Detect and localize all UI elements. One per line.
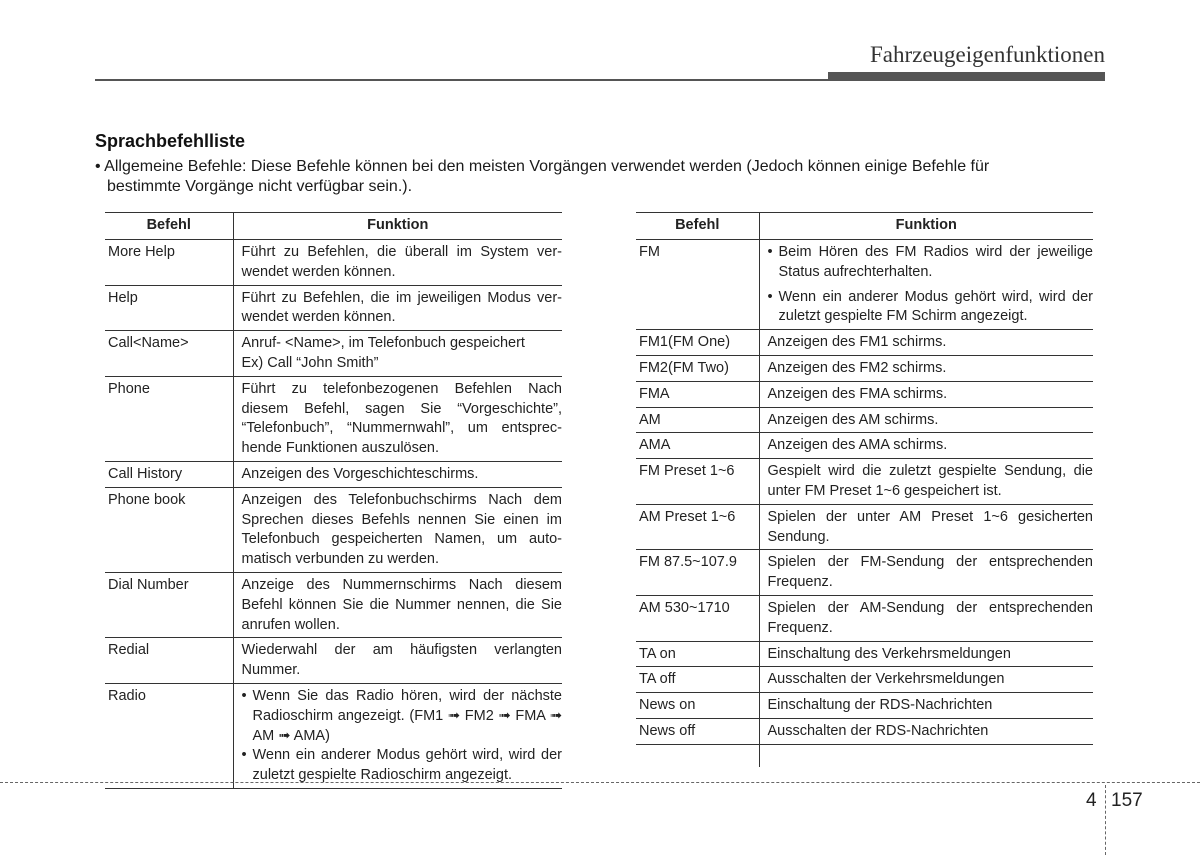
table-header-row [105, 213, 562, 240]
intro-line-2: bestimmte Vorgänge nicht verfügbar sein.). [107, 178, 413, 195]
command-cell: TA off [636, 667, 759, 693]
command-cell: News on [636, 693, 759, 719]
page-header-title: Fahrzeugeigenfunktionen [869, 42, 1105, 67]
column-header-function: Funktion [759, 213, 1093, 240]
command-cell: AM 530~1710 [636, 595, 759, 641]
command-cell: Redial [105, 638, 233, 684]
function-cell: Spielen der FM-Sendung der entsprechenden Frequenz. [759, 550, 1093, 596]
table-row [105, 683, 562, 788]
function-cell [233, 683, 562, 788]
function-line: Ex) Call “John Smith” [241, 354, 379, 371]
function-cell: Anzeigen des AMA schirms. [759, 433, 1093, 459]
command-table-right [636, 212, 1093, 767]
function-cell: Führt zu telefonbezogenen Befehlen Nach diesem Befehl, sagen Sie “Vorgeschichte”, “Telefonbuch”, “Nummernwahl”, um entsprec-hende Funktionen auszulösen. [233, 376, 562, 461]
command-cell: Call<Name> [105, 331, 233, 377]
table-row [636, 240, 1093, 330]
table-row [636, 330, 1093, 356]
table-row [636, 693, 1093, 719]
command-cell: More Help [105, 240, 233, 286]
function-cell: Wiederwahl der am häufigsten verlangten Nummer. [233, 638, 562, 684]
command-cell: TA on [636, 641, 759, 667]
command-cell: FM 87.5~107.9 [636, 550, 759, 596]
table-row [105, 240, 562, 286]
bullet-dot: • [241, 747, 247, 764]
chapter-number: 4 [1086, 790, 1097, 811]
column-header-function: Funktion [233, 213, 562, 240]
table-row [105, 638, 562, 684]
table-row [636, 433, 1093, 459]
command-cell: FM2(FM Two) [636, 355, 759, 381]
function-cell: Spielen der AM-Sendung der entsprechenden Frequenz. [759, 595, 1093, 641]
command-cell: FM1(FM One) [636, 330, 759, 356]
function-cell: Einschaltung der RDS-Nachrichten [759, 693, 1093, 719]
table-row [636, 641, 1093, 667]
table-row [636, 381, 1093, 407]
function-cell: Ausschalten der Verkehrsmeldungen [759, 667, 1093, 693]
table-row [636, 459, 1093, 505]
table-row [105, 285, 562, 331]
function-cell: Anzeigen des FMA schirms. [759, 381, 1093, 407]
table-row [636, 550, 1093, 596]
bullet-item [768, 288, 1094, 328]
command-cell: Dial Number [105, 572, 233, 637]
function-cell: Anzeigen des Vorgeschichteschirms. [233, 461, 562, 487]
function-line: Anruf- <Name>, im Telefonbuch gespeichert [241, 335, 525, 352]
empty-cell [759, 744, 1093, 767]
command-cell: AM Preset 1~6 [636, 504, 759, 550]
command-cell: Radio [105, 683, 233, 788]
footer-dashed-rule [0, 782, 1200, 783]
command-cell: News off [636, 718, 759, 744]
table-row [105, 331, 562, 377]
bullet-dot: • [767, 244, 773, 260]
table-row [105, 487, 562, 572]
function-cell: Anzeigen des FM1 schirms. [759, 330, 1093, 356]
function-cell: Einschaltung des Verkehrsmeldungen [759, 641, 1093, 667]
function-cell: Gespielt wird die zuletzt gespielte Sendung, die unter FM Preset 1~6 gespeichert ist. [759, 459, 1093, 505]
table-row [636, 595, 1093, 641]
bullet-item [242, 746, 563, 786]
table-row [636, 407, 1093, 433]
table-row [105, 461, 562, 487]
bullet-text: Wenn Sie das Radio hören, wird der nächste Radioschirm angezeigt. (FM1 ➟ FM2 ➟ FMA ➟ AM ➟ AMA) [252, 687, 562, 744]
command-cell: AMA [636, 433, 759, 459]
table-header-row [636, 213, 1093, 240]
command-cell: Phone book [105, 487, 233, 572]
function-cell: Anzeige des Nummernschirms Nach diesem Befehl können Sie die Nummer nennen, die Sie anrufen wollen. [233, 572, 562, 637]
command-cell: Phone [105, 376, 233, 461]
table-row [636, 667, 1093, 693]
function-cell: Ausschalten der RDS-Nachrichten [759, 718, 1093, 744]
command-cell: FM Preset 1~6 [636, 459, 759, 505]
table-row [105, 572, 562, 637]
bullet-text: Beim Hören des FM Radios wird der jeweilige Status aufrechterhalten. [778, 244, 1093, 280]
column-header-command: Befehl [105, 213, 233, 240]
function-cell: Anzeigen des FM2 schirms. [759, 355, 1093, 381]
function-cell: Spielen der unter AM Preset 1~6 gesicherten Sendung. [759, 504, 1093, 550]
bullet-text: Wenn ein anderer Modus gehört wird, wird der zuletzt gespielte Radioschirm angezeigt. [252, 747, 562, 784]
page-number: 157 [1111, 790, 1143, 811]
command-cell: Help [105, 285, 233, 331]
table-row [636, 355, 1093, 381]
empty-cell [636, 744, 759, 767]
table-filler-row [636, 744, 1093, 767]
bullet-dot: • [767, 288, 773, 305]
command-cell: FM [636, 240, 759, 330]
intro-line-1: • Allgemeine Befehle: Diese Befehle können bei den meisten Vorgängen verwendet werden (Jedoch können einige Befehle für [95, 158, 990, 175]
command-table-left [105, 212, 562, 789]
bullet-item [768, 243, 1094, 283]
header-accent-bar [828, 72, 1105, 80]
command-cell: AM [636, 407, 759, 433]
function-cell: Führt zu Befehlen, die überall im System ver-wendet werden können. [233, 240, 562, 286]
function-cell: Anzeigen des Telefonbuchschirms Nach dem Sprechen dieses Befehls nennen Sie einen im Telefonbuch gespeicherten Namen, um auto-matisch verbunden zu werden. [233, 487, 562, 572]
bullet-text: Wenn ein anderer Modus gehört wird, wird der zuletzt gespielte FM Schirm angezeigt. [778, 288, 1093, 325]
bullet-dot: • [241, 687, 247, 704]
table-row [636, 504, 1093, 550]
command-cell: FMA [636, 381, 759, 407]
function-cell: Führt zu Befehlen, die im jeweiligen Modus ver-wendet werden können. [233, 285, 562, 331]
intro-paragraph [95, 157, 1107, 197]
table-row [636, 718, 1093, 744]
command-cell: Call History [105, 461, 233, 487]
function-cell [233, 331, 562, 377]
function-cell: Anzeigen des AM schirms. [759, 407, 1093, 433]
bullet-item [242, 687, 563, 746]
section-heading: Sprachbefehlliste [95, 131, 246, 151]
column-header-command: Befehl [636, 213, 759, 240]
table-row [105, 376, 562, 461]
function-cell [759, 240, 1093, 330]
footer-dashed-divider [1105, 785, 1106, 855]
